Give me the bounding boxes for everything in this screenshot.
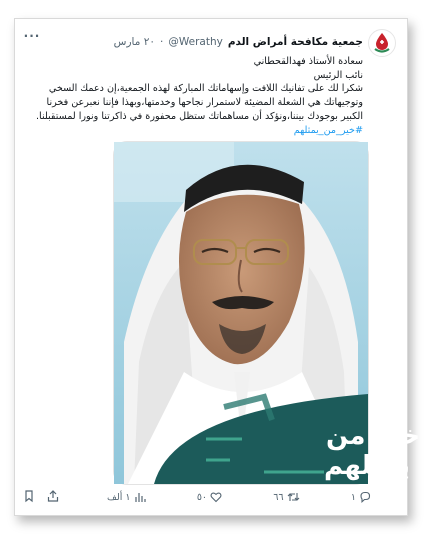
tweet-card <box>14 18 421 516</box>
reply-button[interactable] <box>351 491 371 503</box>
tweet[interactable] <box>15 19 421 515</box>
account-name[interactable]: جمعية مكافحة أمراض الدم <box>227 36 363 48</box>
hashtag-link[interactable]: #خير_من_يمثلهم <box>293 124 363 136</box>
like-count: ٥٠ <box>196 491 208 503</box>
overlay-text-line2: يمثلهم <box>324 451 410 481</box>
share-icon[interactable] <box>47 487 59 506</box>
retweet-count: ٦٦ <box>273 491 284 503</box>
tweet-date[interactable]: ٢٠ مارس <box>113 36 155 48</box>
tweet-text-line: الكبير بوجودك بيننا،ونؤكد أن مساهماتك ستظل محفورة في ذاكرتنا ونورا لمستقبلنا. <box>35 110 363 122</box>
heart-icon <box>210 491 222 503</box>
tweet-text <box>25 55 363 137</box>
views-button[interactable] <box>107 491 146 503</box>
bookmark-icon[interactable] <box>23 487 35 506</box>
tweet-text-line: شكرا لك على تفانيك اللافت وإسهاماتك المباركة لهذه الجمعية،إن دعمك السخي <box>48 83 363 95</box>
views-count: ١ ألف <box>107 491 131 503</box>
reply-count: ١ <box>350 491 356 503</box>
views-chart-icon <box>134 491 146 503</box>
retweet-icon <box>287 491 300 503</box>
tweet-text-line: نائب الرئيس <box>313 69 363 81</box>
header-separator: · <box>160 36 164 48</box>
more-options-icon[interactable]: ··· <box>23 29 41 43</box>
share-actions <box>23 487 59 506</box>
tweet-header <box>55 33 363 51</box>
tweet-text-line: وتوجيهاتك هي الشعلة المضيئة لاستمرار نجاحها وخدمتها،وبهذا فإننا نعبرعن فخرنا <box>46 97 363 109</box>
tweet-action-bar <box>107 487 371 507</box>
tweet-image[interactable] <box>113 141 421 485</box>
logo-icon <box>372 32 392 54</box>
account-handle[interactable]: @Werathy <box>168 36 223 48</box>
reply-icon <box>359 491 371 503</box>
tweet-text-line: سعادة الأستاذ فهدالقحطاني <box>253 56 363 67</box>
portrait-illustration <box>114 142 421 484</box>
overlay-text-line1: خير من <box>326 421 421 451</box>
like-button[interactable] <box>197 491 222 503</box>
avatar[interactable] <box>368 29 396 57</box>
retweet-button[interactable] <box>273 491 299 503</box>
